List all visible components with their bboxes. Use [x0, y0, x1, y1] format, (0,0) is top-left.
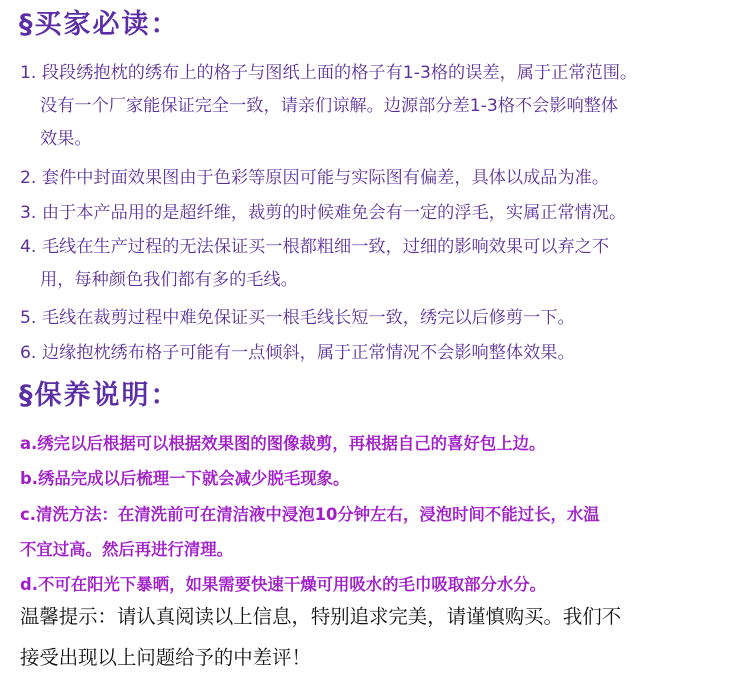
care-item-b: b.绣品完成以后梳理一下就会减少脱毛现象。: [20, 469, 350, 488]
warm-reminder-line-1: 温馨提示：请认真阅读以上信息，特别追求完美，请谨慎购买。我们不: [20, 605, 622, 628]
care-item-d: d.不可在阳光下暴晒，如果需要快速干燥可用吸水的毛巾吸取部分水分。: [20, 575, 547, 594]
buyer-notice-heading: §买家必读：: [19, 9, 180, 40]
buyer-notice-item-4-cont: 用，每种颜色我们都有多的毛线。: [40, 270, 298, 290]
warm-reminder-line-2: 接受出现以上问题给予的中差评！: [20, 646, 311, 669]
buyer-notice-item-2: 2. 套件中封面效果图由于色彩等原因可能与实际图有偏差，具体以成品为准。: [20, 168, 610, 188]
buyer-notice-item-3: 3. 由于本产品用的是超纤维，裁剪的时候难免会有一定的浮毛，实属正常情况。: [20, 203, 627, 223]
care-item-c-cont: 不宜过高。然后再进行清理。: [20, 540, 234, 559]
buyer-notice-item-1: 1. 段段绣抱枕的绣布上的格子与图纸上面的格子有1-3格的误差，属于正常范围。: [20, 63, 638, 83]
buyer-notice-item-4: 4. 毛线在生产过程的无法保证买一根都粗细一致，过细的影响效果可以弃之不: [20, 237, 610, 257]
buyer-notice-item-6: 6. 边缘抱枕绣布格子可能有一点倾斜，属于正常情况不会影响整体效果。: [20, 343, 575, 363]
buyer-notice-item-5: 5. 毛线在裁剪过程中难免保证买一根毛线长短一致，绣完以后修剪一下。: [20, 308, 575, 328]
buyer-notice-item-1-cont2: 效果。: [40, 129, 92, 149]
care-instructions-heading: §保养说明：: [19, 380, 180, 411]
care-item-a: a.绣完以后根据可以根据效果图的图像裁剪，再根据自己的喜好包上边。: [20, 434, 546, 453]
care-item-c: c.清洗方法：在清洗前可在清洁液中浸泡10分钟左右，浸泡时间不能过长，水温: [20, 505, 600, 524]
buyer-notice-item-1-cont: 没有一个厂家能保证完全一致，请亲们谅解。边源部分差1-3格不会影响整体: [40, 96, 619, 116]
